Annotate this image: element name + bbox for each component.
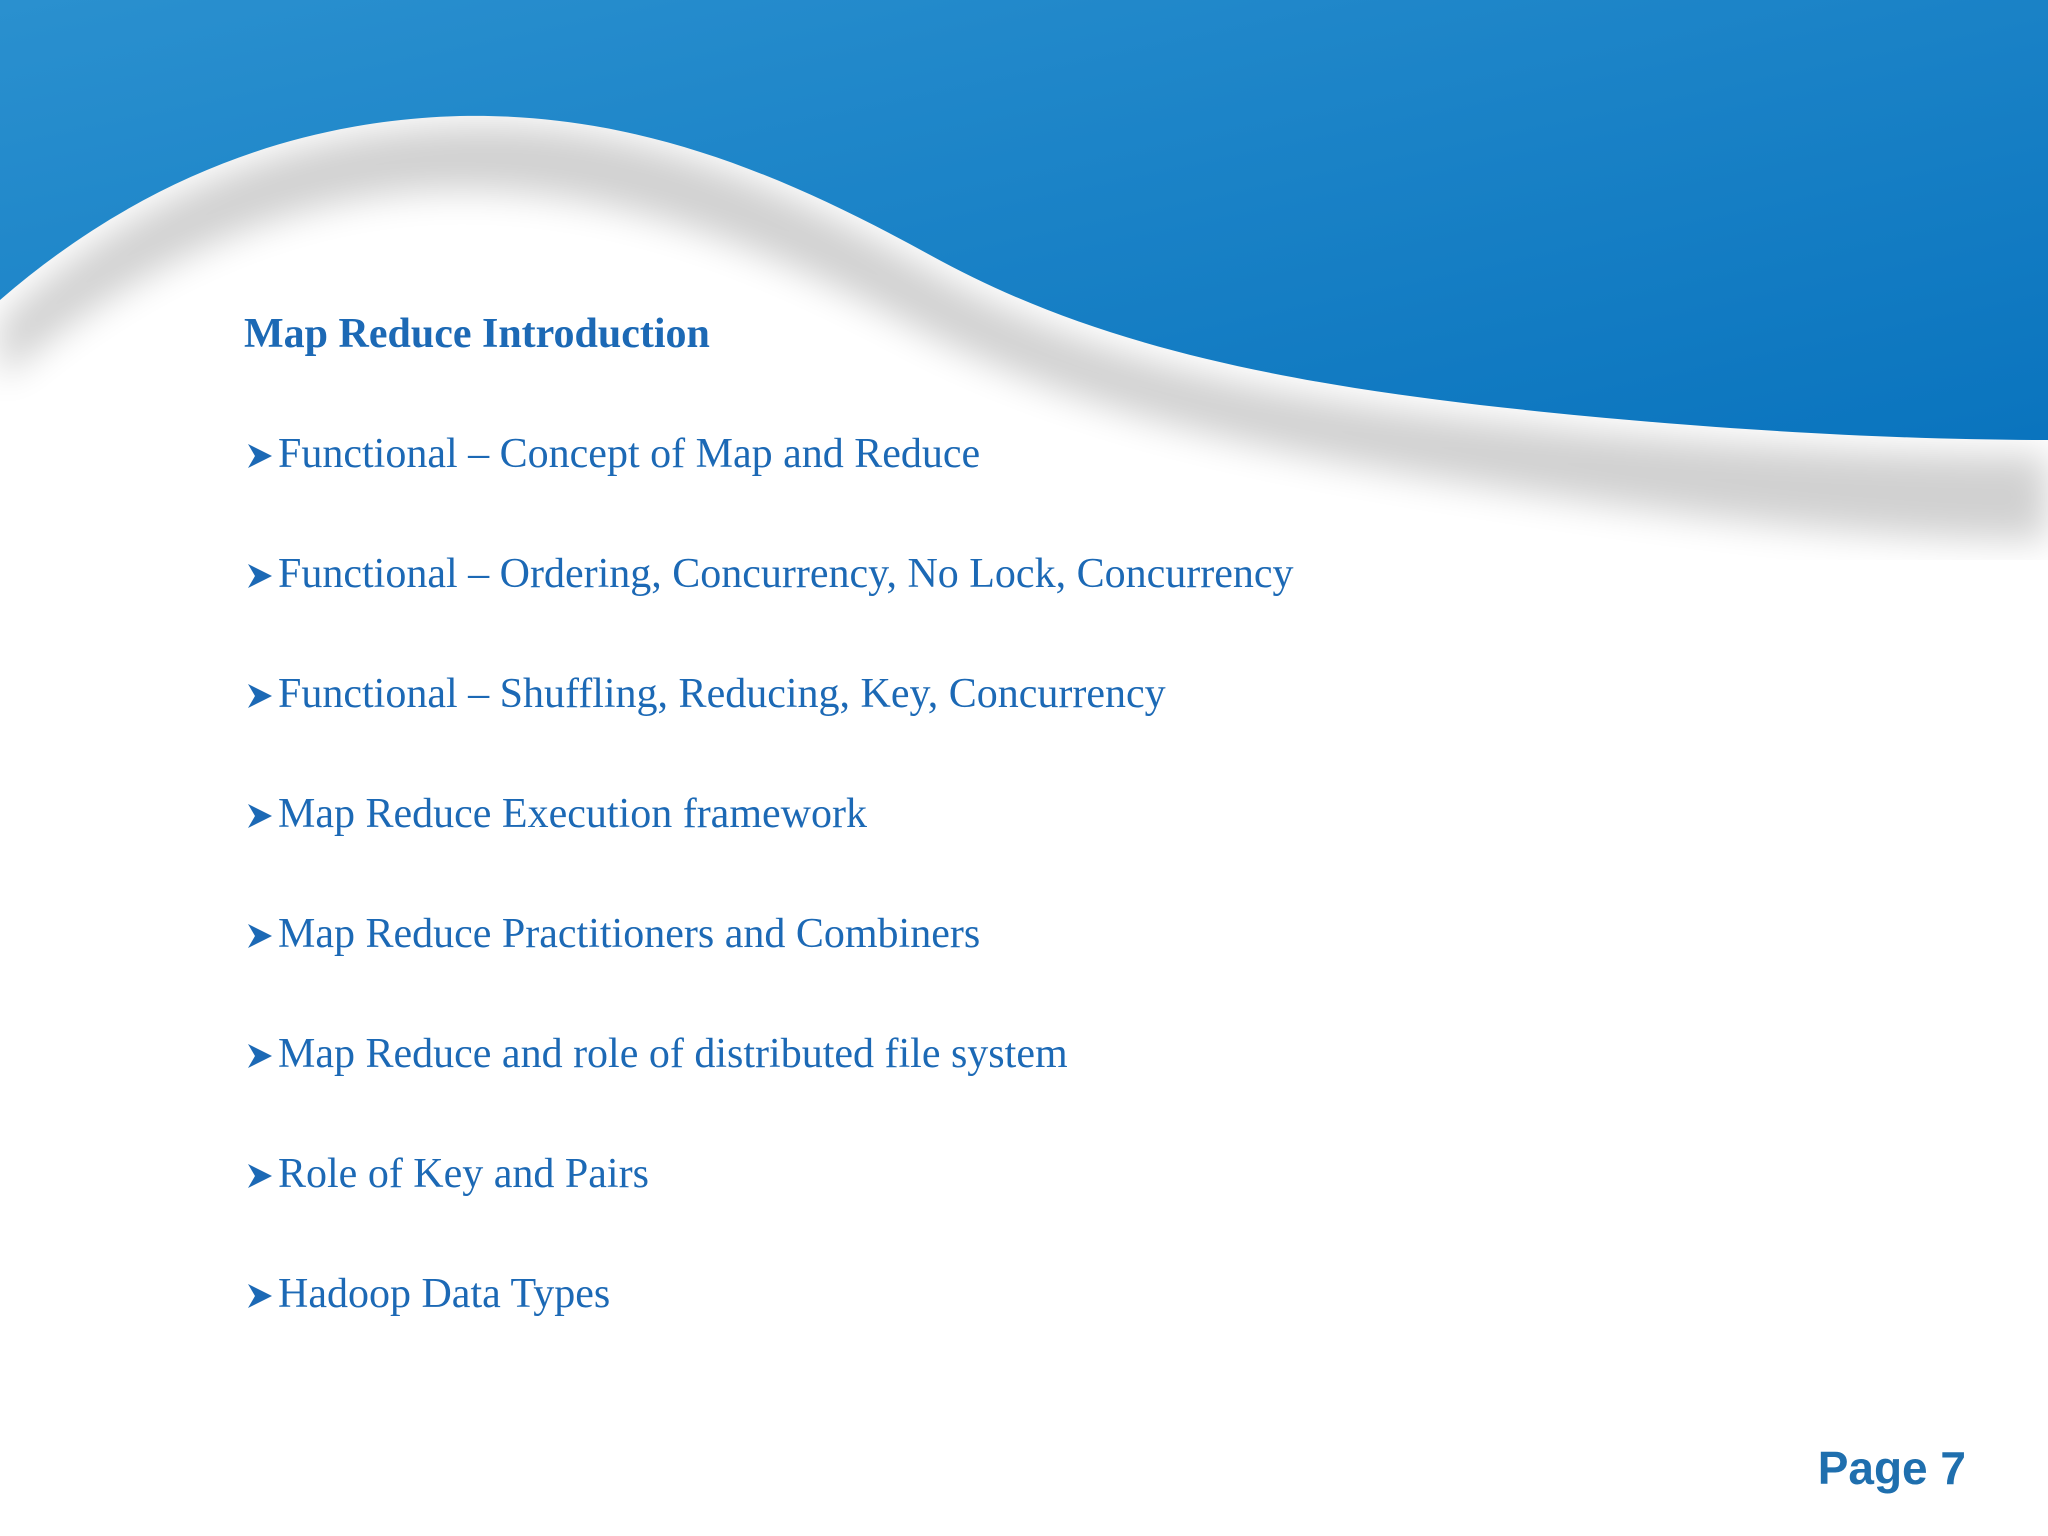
arrow-bullet-icon — [244, 664, 278, 724]
bullet-item — [244, 1144, 1744, 1204]
bullet-item — [244, 1264, 1744, 1324]
bullet-text: Map Reduce and role of distributed file system — [278, 1031, 1068, 1077]
bullet-item — [244, 424, 1744, 484]
bullet-text: Hadoop Data Types — [278, 1271, 611, 1317]
bullet-text: Functional – Concept of Map and Reduce — [278, 431, 981, 477]
slide-content — [244, 304, 1744, 1324]
arrow-bullet-icon — [244, 1144, 278, 1204]
bullet-item — [244, 784, 1744, 844]
arrow-bullet-icon — [244, 784, 278, 844]
bullet-item — [244, 904, 1744, 964]
bullet-text: Functional – Shuffling, Reducing, Key, Concurrency — [278, 671, 1166, 717]
bullet-item — [244, 544, 1744, 604]
arrow-bullet-icon — [244, 1264, 278, 1324]
arrow-bullet-icon — [244, 904, 278, 964]
arrow-bullet-icon — [244, 424, 278, 484]
bullet-text: Role of Key and Pairs — [278, 1151, 649, 1197]
bullet-item — [244, 1024, 1744, 1084]
bullet-list — [244, 424, 1744, 1324]
arrow-bullet-icon — [244, 1024, 278, 1084]
bullet-item — [244, 664, 1744, 724]
page-number-label: Page 7 — [1817, 1442, 1966, 1494]
bullet-text: Map Reduce Execution framework — [278, 791, 867, 837]
arrow-bullet-icon — [244, 544, 278, 604]
slide-title: Map Reduce Introduction — [244, 311, 710, 357]
bullet-text: Functional – Ordering, Concurrency, No Lock, Concurrency — [278, 551, 1294, 597]
bullet-text: Map Reduce Practitioners and Combiners — [278, 911, 981, 957]
